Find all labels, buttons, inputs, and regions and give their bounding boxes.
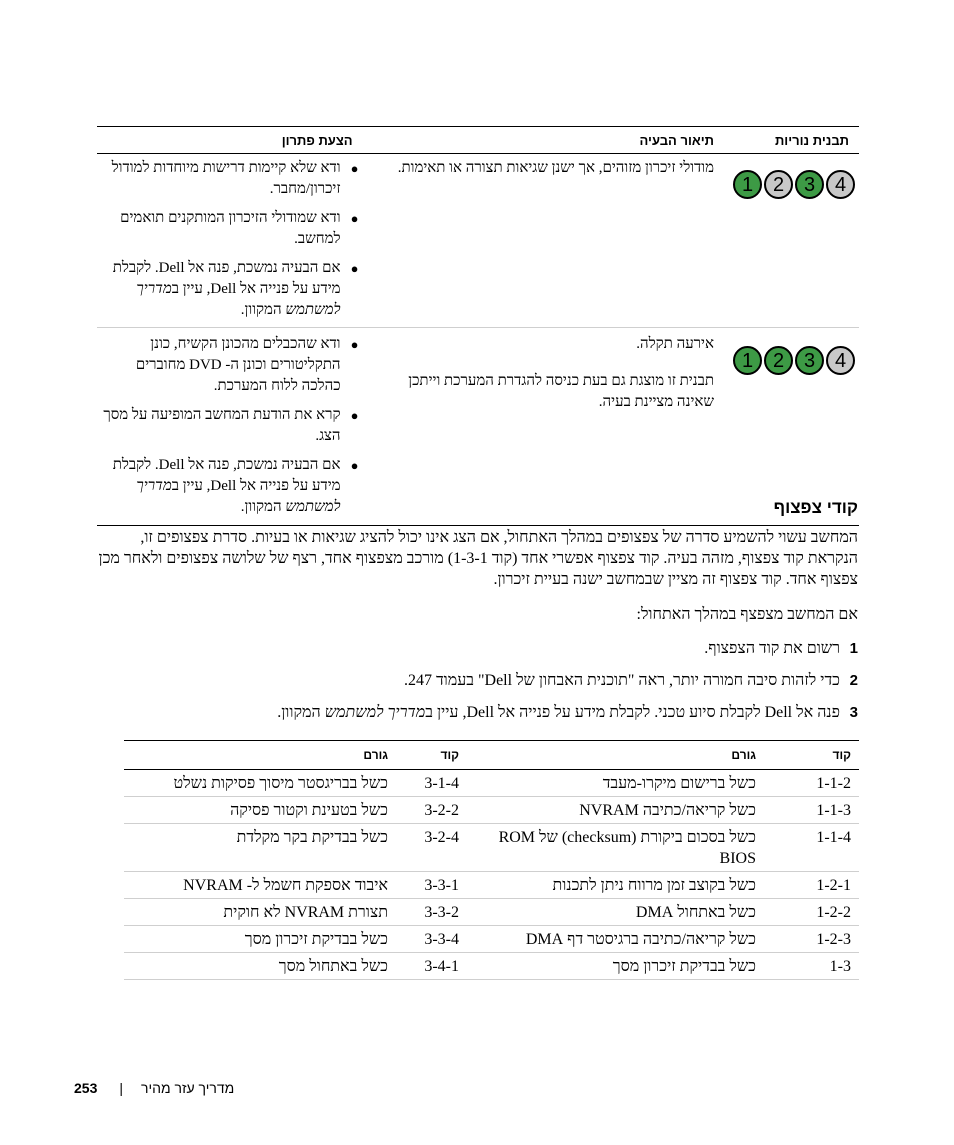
list-item: ● ודא שלא קיימות דרישות מיוחדות למודול זיכרון/מחבר. <box>111 160 359 197</box>
cause-cell: כשל בבדיקת זיכרון מסך <box>465 953 766 980</box>
cause-cell: כשל ברישום מיקרו-מעבד <box>465 770 766 797</box>
list-item: ● אם הבעיה נמשכת, פנה אל Dell. לקבלת מידע על פנייה אל Dell, עיין במדריך למשתמש המקוון. <box>112 457 359 515</box>
step-number: 3 <box>849 704 858 721</box>
header-problem-description: תיאור הבעיה <box>363 127 724 154</box>
list-item: ● ודא שמודולי הזיכרון המותקנים תואמים למחשב. <box>120 210 359 247</box>
manual-title: מדריך למשתמש <box>136 281 341 318</box>
code-cell: 3-3-1 <box>396 872 465 899</box>
table-row <box>124 797 859 824</box>
lights-table-header <box>97 127 859 154</box>
bullet-icon: ● <box>350 261 359 276</box>
cause-cell: כשל קריאה/כתיבה ברגיסטר דף DMA <box>465 926 766 953</box>
header-suggested-resolution: הצעת פתרון <box>97 127 363 154</box>
code-cell: 1-2-3 <box>766 926 859 953</box>
beep-instructions-lead: אם המחשב מצפצף במהלך האתחול: <box>636 606 858 623</box>
table-row <box>124 824 859 872</box>
code-cell: 3-4-1 <box>396 953 465 980</box>
cause-cell: כשל בבדיקת זיכרון מסך <box>124 926 396 953</box>
codes-table-header <box>124 741 859 770</box>
cause-cell: איבוד אספקת חשמל ל- NVRAM <box>124 872 396 899</box>
table-row <box>124 899 859 926</box>
manual-title: מדריך למשתמש <box>136 478 341 515</box>
cause-cell: כשל באתחול מסך <box>124 953 396 980</box>
diagnostic-light-4-icon: 4 <box>826 170 855 199</box>
code-cell: 1-1-3 <box>766 797 859 824</box>
code-cell: 3-3-2 <box>396 899 465 926</box>
header-code: קוד <box>766 741 859 770</box>
step-number: 1 <box>849 640 858 657</box>
light-pattern <box>725 170 855 199</box>
table-row <box>124 953 859 980</box>
problem-description-cell <box>363 328 724 526</box>
code-cell: 1-1-4 <box>766 824 859 872</box>
code-cell: 1-2-2 <box>766 899 859 926</box>
bullet-icon: ● <box>350 161 359 176</box>
code-cell: 3-2-4 <box>396 824 465 872</box>
resolution-list <box>98 334 359 518</box>
problem-description: מודולי זיכרון מזוהים, אך ישנן שגיאות תצורה או תאימות. <box>397 160 714 176</box>
diagnostic-light-3-icon: 3 <box>795 346 824 375</box>
code-cell: 1-1-2 <box>766 770 859 797</box>
resolution-list <box>98 158 359 321</box>
table-row <box>124 872 859 899</box>
page-footer <box>74 1080 234 1096</box>
diagnostic-light-1-icon: 1 <box>733 170 762 199</box>
problem-description: תבנית זו מוצגת גם בעת כניסה להגדרת המערכת וייתכן שאינה מציינת בעיה. <box>408 373 714 410</box>
header-light-pattern: תבנית נוריות <box>724 127 859 154</box>
code-cell: 3-2-2 <box>396 797 465 824</box>
light-pattern-cell <box>724 328 859 526</box>
cause-cell: תצורת NVRAM לא חוקית <box>124 899 396 926</box>
beep-codes-intro: המחשב עשוי להשמיע סדרה של צפצופים במהלך האתחול, אם הצג אינו יכול להציג שגיאות או בעיות. סדרת צפצופים זו, הנקראת קוד צפצוף, מזהה בעיה. קוד צפצוף אפשרי אחד (קוד 1-3-1) מורכב מצפצוף אחד, רצף של שלושה צפצופים ולאחר מכן צפצוף אחד. קוד צפצוף זה מציין שבמחשב ישנה בעיית זיכרון. <box>98 529 858 588</box>
problem-description: אירעה תקלה. <box>636 336 714 352</box>
code-cell: 3-1-4 <box>396 770 465 797</box>
suggested-resolution-cell <box>97 154 363 328</box>
list-item: ● קרא את הודעת המחשב המופיעה על מסך הצג. <box>103 407 359 444</box>
guide-title: מדריך עזר מהיר <box>141 1080 235 1096</box>
bullet-icon: ● <box>350 337 359 352</box>
section-title: קודי צפצוף <box>773 498 858 517</box>
beep-codes-table <box>124 740 859 980</box>
step-number: 2 <box>849 672 858 689</box>
cause-cell: כשל בטעינת וקטור פסיקה <box>124 797 396 824</box>
bullet-icon: ● <box>350 211 359 226</box>
manual-title: מדריך למשתמש <box>324 704 426 721</box>
bullet-icon: ● <box>350 458 359 473</box>
bullet-icon: ● <box>350 408 359 423</box>
code-cell: 1-2-1 <box>766 872 859 899</box>
table-row <box>97 328 859 526</box>
cause-cell: כשל בקוצב זמן מרווח ניתן לתכנות <box>465 872 766 899</box>
cause-cell: כשל בבדיקת בקר מקלדת <box>124 824 396 872</box>
list-item: ● ודא שהכבלים מהכונן הקשיח, כונן התקליטורים וכונן ה- DVD מחוברים כהלכה ללוח המערכת. <box>135 336 359 394</box>
list-item: 1 רשום את קוד הצפצוף. <box>96 638 858 670</box>
problem-description-cell <box>363 154 724 328</box>
table-row <box>124 770 859 797</box>
diagnostic-light-2-icon: 2 <box>764 346 793 375</box>
diagnostic-light-4-icon: 4 <box>826 346 855 375</box>
diagnostic-light-2-icon: 2 <box>764 170 793 199</box>
cause-cell: כשל בסכום ביקורת (checksum) של ROM BIOS <box>465 824 766 872</box>
table-row <box>124 926 859 953</box>
light-pattern-cell <box>724 154 859 328</box>
table-row <box>97 154 859 328</box>
diagnostic-light-3-icon: 3 <box>795 170 824 199</box>
beep-steps-list <box>96 638 858 734</box>
header-cause-2: גורם <box>124 741 396 770</box>
code-cell: 1-3 <box>766 953 859 980</box>
suggested-resolution-cell <box>97 328 363 526</box>
header-code-2: קוד <box>396 741 465 770</box>
cause-cell: כשל באתחול DMA <box>465 899 766 926</box>
diagnostic-lights-table <box>97 126 859 526</box>
list-item: 3 פנה אל Dell לקבלת סיוע טכני. לקבלת מידע על פנייה אל Dell, עיין במדריך למשתמש המקוון. <box>96 702 858 734</box>
light-pattern <box>725 346 855 375</box>
footer-separator: | <box>119 1080 123 1096</box>
page-number: 253 <box>74 1080 98 1096</box>
list-item: 2 כדי לזהות סיבה חמורה יותר, ראה "תוכנית האבחון של Dell" בעמוד 247. <box>96 670 858 702</box>
cause-cell: כשל בבריגסטר מיסוך פסיקות נשלט <box>124 770 396 797</box>
code-cell: 3-3-4 <box>396 926 465 953</box>
header-cause: גורם <box>465 741 766 770</box>
list-item: ● אם הבעיה נמשכת, פנה אל Dell. לקבלת מידע על פנייה אל Dell, עיין במדריך למשתמש המקוון. <box>112 260 359 318</box>
cause-cell: כשל קריאה/כתיבה NVRAM <box>465 797 766 824</box>
diagnostic-light-1-icon: 1 <box>733 346 762 375</box>
